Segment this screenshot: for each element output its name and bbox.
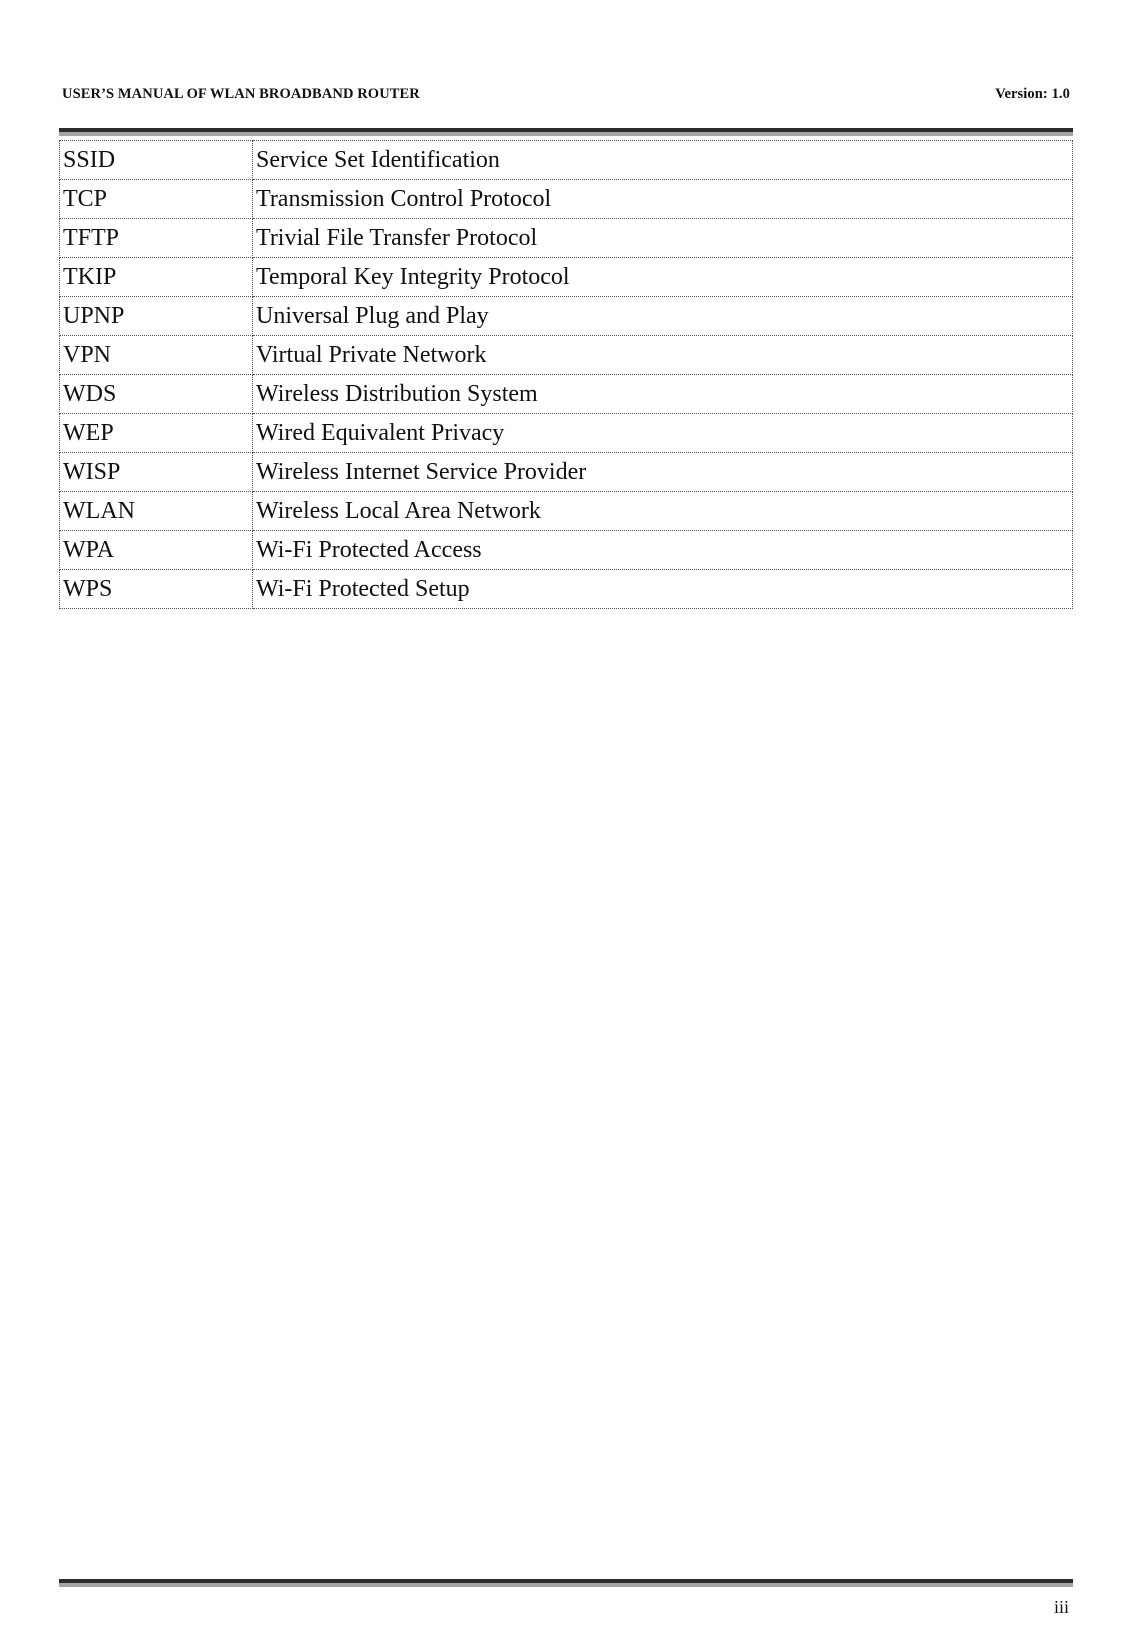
definition-cell: Wireless Local Area Network — [253, 492, 1073, 531]
table-row — [60, 492, 1073, 531]
table-row — [60, 219, 1073, 258]
table-row — [60, 453, 1073, 492]
header-rule — [59, 128, 1073, 138]
abbreviation-cell: WLAN — [60, 492, 253, 531]
manual-title: USER’S MANUAL OF WLAN BROADBAND ROUTER — [62, 86, 420, 102]
abbreviation-cell: SSID — [60, 141, 253, 180]
definition-cell: Wireless Internet Service Provider — [253, 453, 1073, 492]
table-row — [60, 570, 1073, 609]
table-row — [60, 258, 1073, 297]
abbreviation-cell: WISP — [60, 453, 253, 492]
abbreviation-cell: TKIP — [60, 258, 253, 297]
table-row — [60, 414, 1073, 453]
abbreviation-cell: TFTP — [60, 219, 253, 258]
version-label: Version: 1.0 — [995, 86, 1070, 102]
definition-cell: Service Set Identification — [253, 141, 1073, 180]
footer-rule — [59, 1579, 1073, 1589]
definition-cell: Temporal Key Integrity Protocol — [253, 258, 1073, 297]
abbreviation-cell: VPN — [60, 336, 253, 375]
definition-cell: Universal Plug and Play — [253, 297, 1073, 336]
table-row — [60, 141, 1073, 180]
definition-cell: Wi-Fi Protected Setup — [253, 570, 1073, 609]
abbreviation-cell: WEP — [60, 414, 253, 453]
page-number: iii — [1053, 1597, 1069, 1617]
abbreviation-cell: UPNP — [60, 297, 253, 336]
definition-cell: Wireless Distribution System — [253, 375, 1073, 414]
definition-cell: Virtual Private Network — [253, 336, 1073, 375]
table-row — [60, 297, 1073, 336]
definition-cell: Wi-Fi Protected Access — [253, 531, 1073, 570]
abbreviation-cell: WPA — [60, 531, 253, 570]
abbreviation-cell: WPS — [60, 570, 253, 609]
table-row — [60, 531, 1073, 570]
glossary-table — [59, 140, 1073, 609]
abbreviation-cell: TCP — [60, 180, 253, 219]
definition-cell: Transmission Control Protocol — [253, 180, 1073, 219]
definition-cell: Wired Equivalent Privacy — [253, 414, 1073, 453]
table-row — [60, 375, 1073, 414]
definition-cell: Trivial File Transfer Protocol — [253, 219, 1073, 258]
table-row — [60, 336, 1073, 375]
abbreviation-cell: WDS — [60, 375, 253, 414]
table-row — [60, 180, 1073, 219]
